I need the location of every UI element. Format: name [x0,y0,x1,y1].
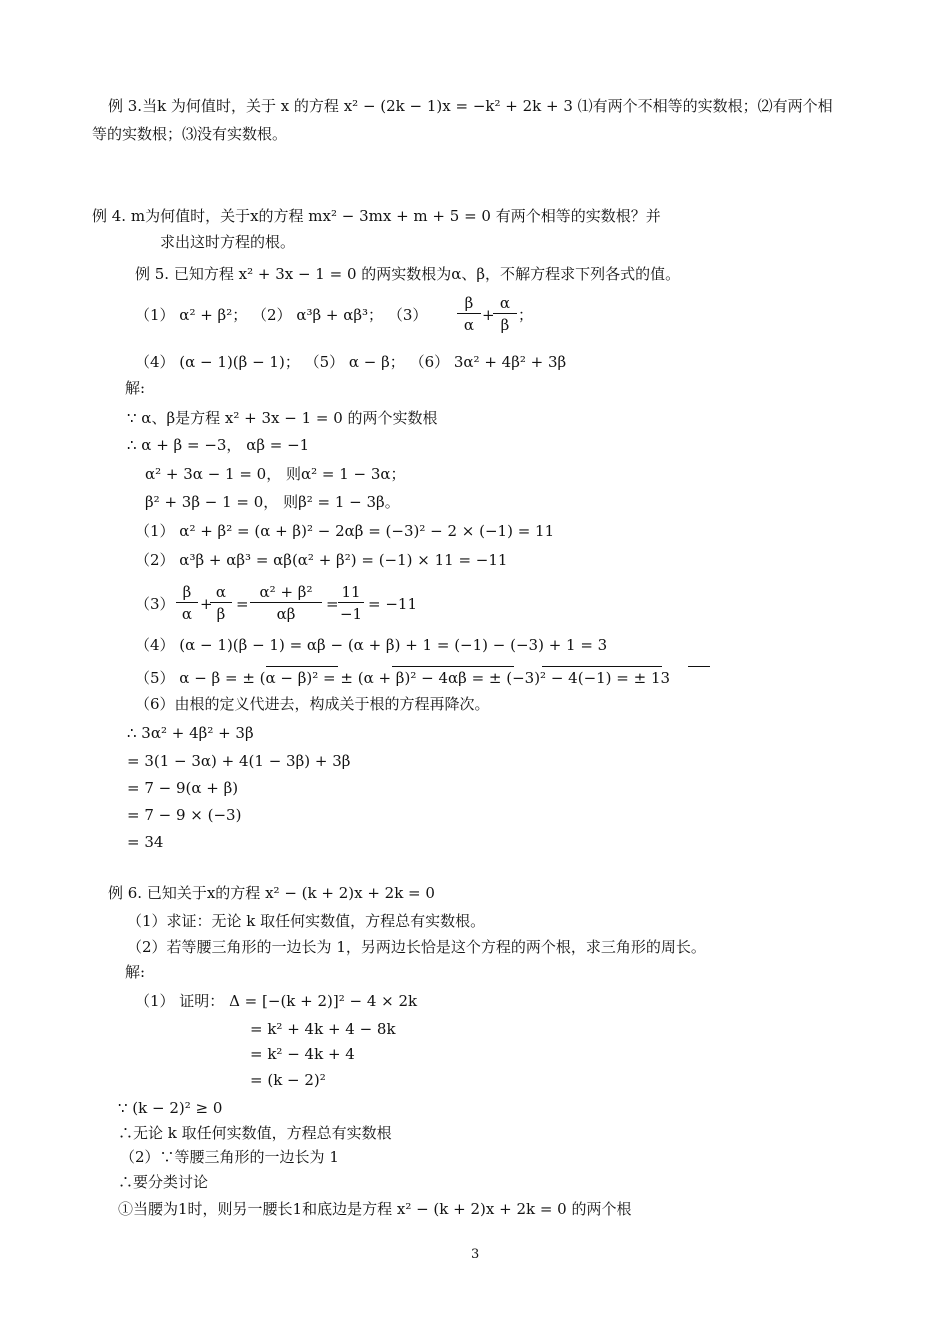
proof-line-7: （2）∵等腰三角形的一边长为 1 [120,1148,339,1166]
q3-fraction-alpha-over-beta [493,294,517,334]
example6-question-2: （2）若等腰三角形的一边长为 1，另两边长恰是这个方程的两个根，求三角形的周长。 [127,938,706,956]
solution-step-2: ∴ α + β = −3， αβ = −1 [127,436,310,454]
sqrt-bar [542,666,662,667]
example4-line1: 例 4. m为何值时，关于x的方程 mx² − 3mx + m + 5 = 0 有两个相等的实数根？并 [92,207,661,225]
sqrt-bar [392,666,514,667]
proof-line-8: ∴要分类讨论 [118,1173,209,1191]
fraction-numerator: α² + β² [250,583,322,603]
a3-plus: + [200,595,213,613]
fraction-numerator: β [176,583,198,603]
calc-line-3: = 7 − 9(α + β) [127,779,239,797]
fraction-numerator: α [493,294,517,314]
example5-questions-1-3: （1） α² + β²； （2） α³β + αβ³； （3） [135,306,428,324]
a3-equals-1: = [236,595,249,613]
a3-fraction-4 [338,583,364,623]
solution-step-1: ∵ α、β是方程 x² + 3x − 1 = 0 的两个实数根 [127,409,438,427]
a3-fraction-2 [210,583,232,623]
calc-line-5: = 34 [127,833,164,851]
proof-line-1: （1） 证明： Δ = [−(k + 2)]² − 4 × 2k [135,992,418,1010]
fraction-numerator: β [457,294,481,314]
q3-plus: + [482,306,495,324]
example3-line2: 等的实数根；⑶没有实数根。 [92,125,288,143]
solution-label: 解: [125,379,146,397]
calc-line-4: = 7 − 9 × (−3) [127,806,242,824]
a3-fraction-1 [176,583,198,623]
answer-5: （5） α − β = ± (α − β)² = ± (α + β)² − 4αβ = ± (−3)² − 4(−1) = ± 13 [135,669,671,687]
solution-label: 解: [125,963,146,981]
a3-equals-2: = [326,595,339,613]
answer-4: （4） (α − 1)(β − 1) = αβ − (α + β) + 1 = (−1) − (−3) + 1 = 3 [135,636,608,654]
proof-line-9: ①当腰为1时，则另一腰长1和底边是方程 x² − (k + 2)x + 2k = 0 的两个根 [118,1200,632,1218]
a3-result: = −11 [368,595,417,613]
solution-step-4: β² + 3β − 1 = 0， 则β² = 1 − 3β。 [145,493,400,511]
answer-2: （2） α³β + αβ³ = αβ(α² + β²) = (−1) × 11 = −11 [135,551,508,569]
example4-line2: 求出这时方程的根。 [160,233,296,251]
example6-title: 例 6. 已知关于x的方程 x² − (k + 2)x + 2k = 0 [108,884,435,902]
example3-line1: 例 3.当k 为何值时，关于 x 的方程 x² − (2k − 1)x = −k² + 2k + 3 ⑴有两个不相等的实数根；⑵有两个相 [108,97,833,115]
example5-title: 例 5. 已知方程 x² + 3x − 1 = 0 的两实数根为α、β，不解方程求下列各式的值。 [135,265,681,283]
proof-line-4: = (k − 2)² [250,1071,326,1089]
a3-fraction-3 [250,583,322,623]
sqrt-bar [266,666,338,667]
fraction-denominator: α [463,316,475,334]
calc-line-1: ∴ 3α² + 4β² + 3β [127,724,254,742]
example5-questions-4-6: （4） (α − 1)(β − 1)； （5） α − β； （6） 3α² + 4β² + 3β [135,353,567,371]
q3-fraction-beta-over-alpha [457,294,481,334]
proof-line-2: = k² + 4k + 4 − 8k [250,1020,396,1038]
answer-6-text: （6）由根的定义代进去，构成关于根的方程再降次。 [135,695,490,713]
fraction-numerator: 11 [338,583,364,603]
calc-line-2: = 3(1 − 3α) + 4(1 − 3β) + 3β [127,752,351,770]
example6-question-1: （1）求证：无论 k 取任何实数值，方程总有实数根。 [127,912,486,930]
answer-3-label: （3） [135,595,175,613]
fraction-denominator: β [216,605,226,623]
fraction-denominator: αβ [276,605,296,623]
q3-end: ； [518,306,534,324]
page-number: 3 [471,1247,480,1262]
sqrt-bar [688,666,710,667]
fraction-numerator: α [210,583,232,603]
proof-line-3: = k² − 4k + 4 [250,1045,355,1063]
proof-line-5: ∵ (k − 2)² ≥ 0 [118,1099,223,1117]
fraction-denominator: β [500,316,510,334]
fraction-denominator: −1 [339,605,363,623]
answer-1: （1） α² + β² = (α + β)² − 2αβ = (−3)² − 2 × (−1) = 11 [135,522,555,540]
proof-line-6: ∴无论 k 取任何实数值，方程总有实数根 [118,1124,392,1142]
fraction-denominator: α [181,605,193,623]
solution-step-3: α² + 3α − 1 = 0， 则α² = 1 − 3α； [145,465,406,483]
